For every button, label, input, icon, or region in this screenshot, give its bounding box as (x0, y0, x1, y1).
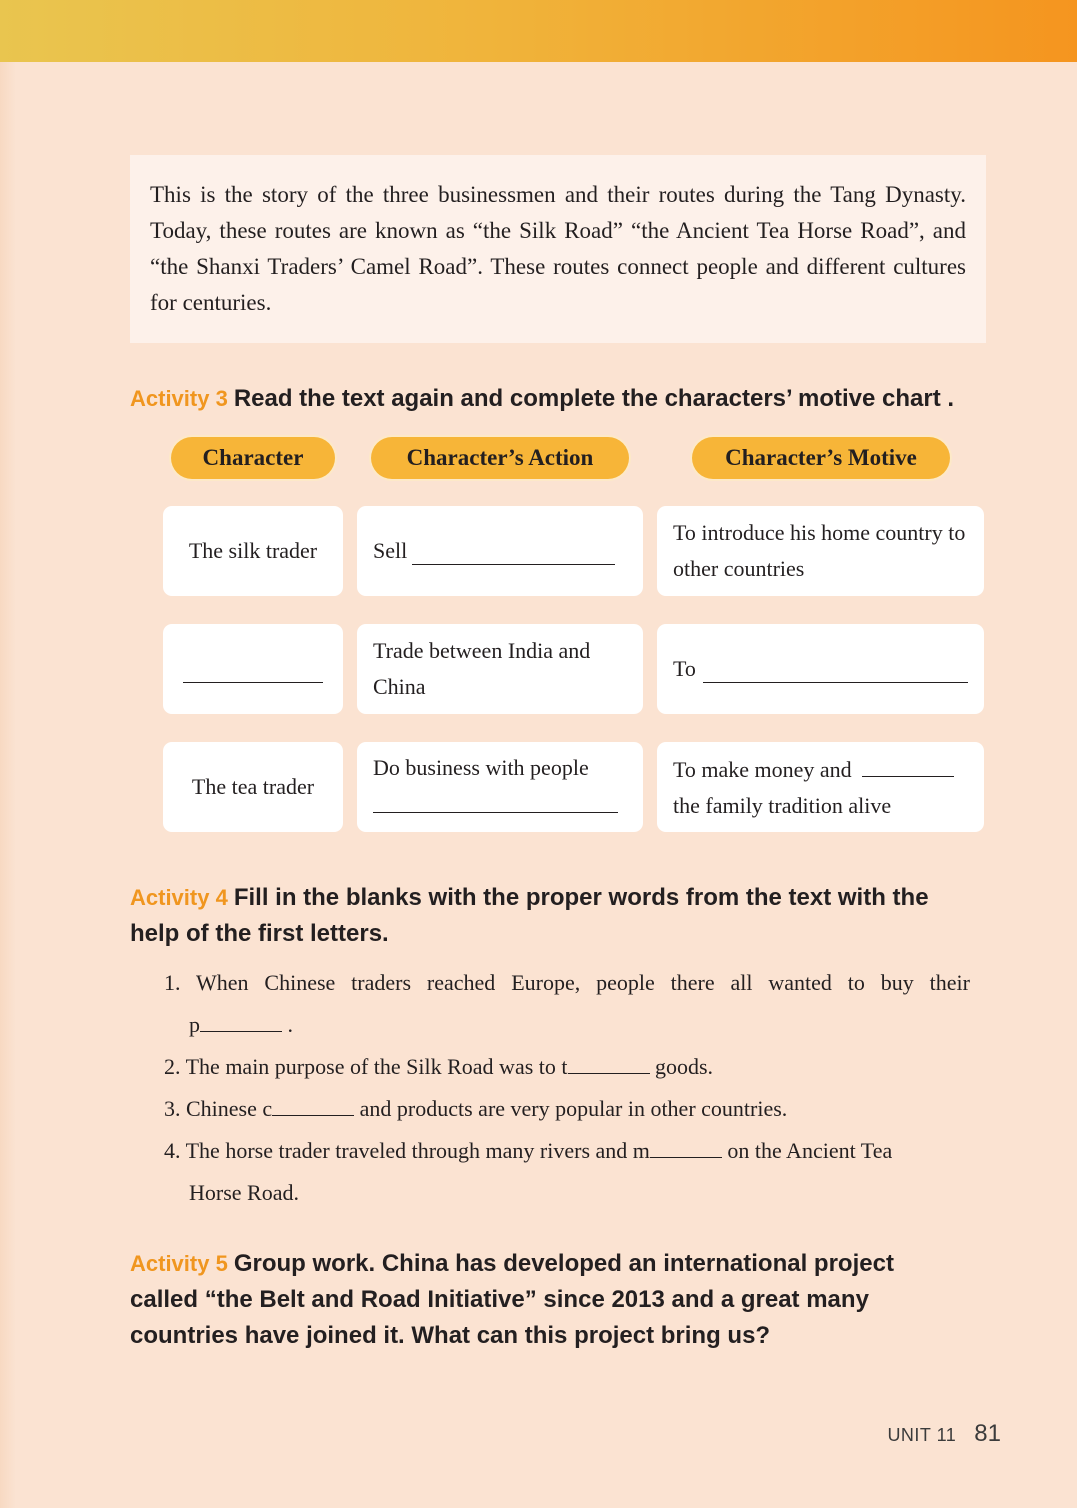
header-motive: Character’s Motive (692, 437, 950, 479)
item-4-number: 4. (164, 1138, 181, 1163)
item-2-blank[interactable] (568, 1047, 650, 1074)
list-item (164, 1130, 970, 1172)
activity-5-label: Activity 5 (130, 1251, 228, 1276)
header-character: Character (171, 437, 335, 479)
row3-character-cell (163, 742, 343, 832)
item-3-blank[interactable] (272, 1089, 354, 1116)
row3-motive-blank[interactable] (862, 750, 954, 777)
row2-character-blank[interactable] (183, 656, 323, 683)
row1-character-cell (163, 506, 343, 596)
item-1-number: 1. (164, 970, 181, 995)
activity-4-list (164, 962, 970, 1214)
item-2-after: goods. (655, 1054, 714, 1079)
header-action: Character’s Action (371, 437, 629, 479)
row3-action-cell (357, 742, 643, 832)
activity-4-heading (130, 880, 960, 952)
row3-action: Do business with people (373, 755, 589, 780)
row2-action: Trade between India and China (373, 638, 591, 699)
list-item-continuation (164, 1172, 970, 1214)
item-4-line2: Horse Road. (189, 1180, 299, 1205)
row3-action-blank[interactable] (373, 786, 618, 813)
activity-4-instruction-line2: help of the first letters. (130, 920, 389, 947)
row2-action-cell (357, 624, 643, 714)
unit-label: UNIT 11 (887, 1425, 957, 1445)
activity-4-instruction-line1: Fill in the blanks with the proper words from the text with the (233, 884, 929, 911)
item-2-text: The main purpose of the Silk Road was to t (185, 1054, 568, 1079)
page-footer (887, 1420, 1001, 1448)
page-number: 81 (974, 1420, 1001, 1447)
intro-box (130, 155, 986, 343)
activity-3-instruction: Read the text again and complete the characters’ motive chart . (233, 385, 955, 412)
row1-motive: To introduce his home country to other countries (673, 520, 966, 581)
row2-motive-cell (657, 624, 984, 714)
row3-motive-part1: To make money and (673, 757, 852, 782)
row1-action-prefix: Sell (373, 538, 408, 563)
item-1-letter: p (189, 1012, 200, 1037)
row1-motive-cell (657, 506, 984, 596)
item-2-number: 2. (164, 1054, 181, 1079)
activity-5-line3: countries have joined it. What can this project bring us? (130, 1322, 771, 1349)
list-item-continuation (164, 1004, 970, 1046)
activity-4-label: Activity 4 (130, 885, 228, 910)
list-item (164, 1046, 970, 1088)
row2-motive-blank[interactable] (703, 656, 968, 683)
row1-action-blank[interactable] (412, 538, 615, 565)
item-4-text: The horse trader traveled through many rivers and m (185, 1138, 650, 1163)
page-edge-decoration (0, 62, 16, 1508)
activity-5-line1: Group work. China has developed an international project (233, 1250, 894, 1277)
row3-motive-part2: the family tradition alive (673, 793, 892, 818)
item-3-number: 3. (164, 1096, 181, 1121)
top-banner (0, 0, 1077, 62)
item-1-blank[interactable] (200, 1005, 282, 1032)
activity-3-label: Activity 3 (130, 386, 228, 411)
row1-character: The silk trader (188, 538, 318, 563)
item-3-text: Chinese c (186, 1096, 273, 1121)
activity-3-heading (130, 381, 954, 417)
row2-motive-prefix: To (673, 656, 696, 681)
row3-character: The tea trader (191, 774, 315, 799)
list-item (164, 1088, 970, 1130)
item-1-text: When Chinese traders reached Europe, people there all wanted to buy their (196, 970, 970, 995)
item-4-blank[interactable] (650, 1131, 722, 1158)
item-4-after: on the Ancient Tea (727, 1138, 893, 1163)
row3-motive-cell (657, 742, 984, 832)
list-item (164, 962, 970, 1004)
activity-5-line2: called “the Belt and Road Initiative” since 2013 and a great many (130, 1286, 869, 1313)
item-3-after: and products are very popular in other countries. (359, 1096, 788, 1121)
row1-action-cell (357, 506, 643, 596)
activity-5-heading (130, 1246, 990, 1354)
row2-character-cell (163, 624, 343, 714)
item-1-after: . (287, 1012, 293, 1037)
intro-text: This is the story of the three businessmen and their routes during the Tang Dynasty. Today, these routes are known as “the Silk Road” “the Ancient Tea Horse Road”, and “the Shanxi Traders’ Camel Road”. These routes connect people and different cultures for centuries. (150, 182, 966, 315)
